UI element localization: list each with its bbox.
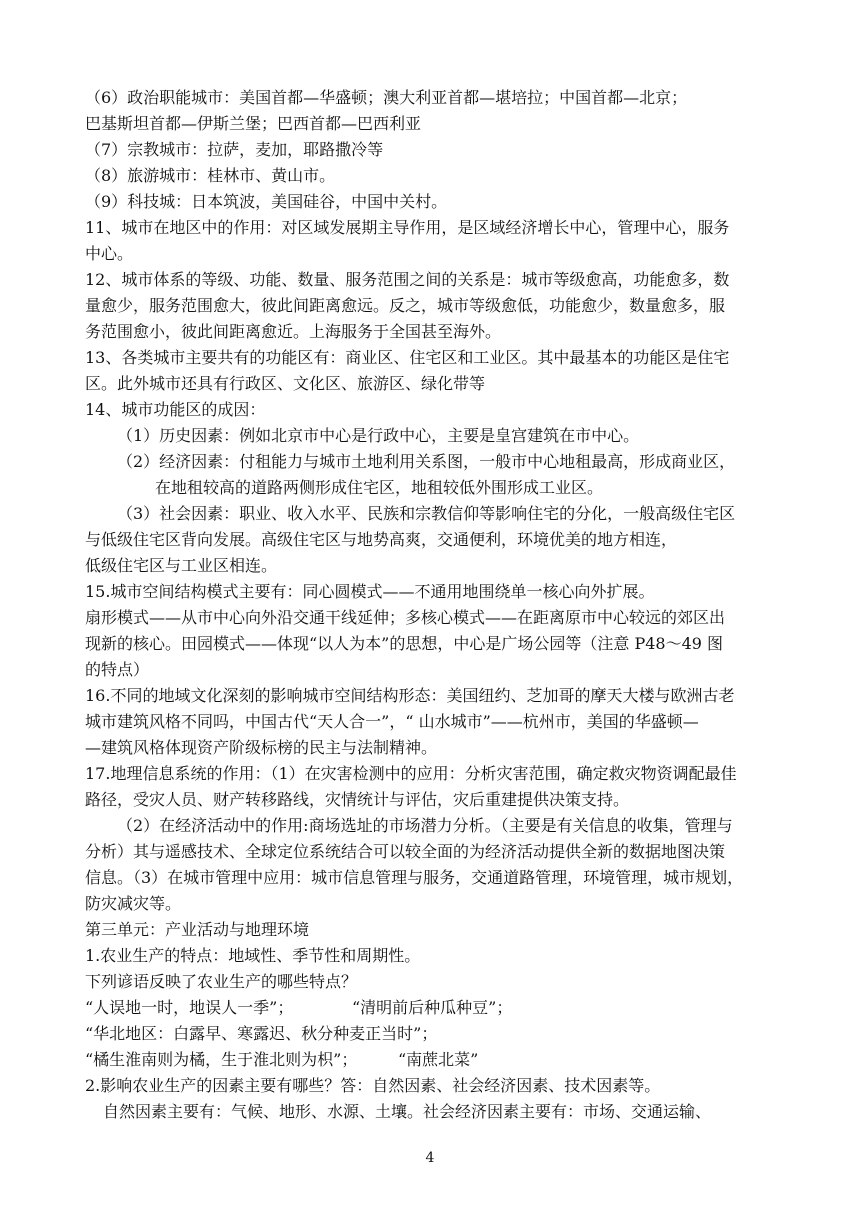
proverb: “华北地区：白露早、寒露迟、秋分种麦正当时”； <box>85 1024 438 1043</box>
proverb: “橘生淮南则为橘，生于淮北则为枳”； <box>85 1050 358 1069</box>
text-line: 1.农业生产的特点：地域性、季节性和周期性。 <box>85 946 421 965</box>
text-line: 务范围愈小，彼此间距离愈近。上海服务于全国甚至海外。 <box>85 322 502 341</box>
text-line: 的特点） <box>85 660 150 679</box>
proverb: “南蔗北菜” <box>398 1050 479 1069</box>
text-line: 16.不同的地域文化深刻的影响城市空间结构形态：美国纽约、芝加哥的摩天大楼与欧洲古老 <box>85 686 735 705</box>
text-line: 13、各类城市主要共有的功能区有：商业区、住宅区和工业区。其中最基本的功能区是住宅 <box>85 348 730 367</box>
proverb: “清明前后种瓜种豆”； <box>352 998 513 1017</box>
text-line: —建筑风格体现资产阶级标榜的民主与法制精神。 <box>85 738 438 757</box>
text-line: 城市建筑风格不同吗，中国古代“天人合一”，“ 山水城市”——杭州市，美国的华盛顿— <box>85 712 699 731</box>
section-heading: 第三单元：产业活动与地理环境 <box>85 920 310 939</box>
text-line: 中心。 <box>85 244 134 263</box>
text-line: 防灾减灾等。 <box>85 894 182 913</box>
text-line: 14、城市功能区的成因： <box>85 400 266 419</box>
text-line: 量愈少，服务范围愈大，彼此间距离愈远。反之，城市等级愈低，功能愈少，数量愈多，服 <box>85 296 726 315</box>
text-line: 巴基斯坦首都—伊斯兰堡；巴西首都—巴西利亚 <box>85 114 422 133</box>
text-line: 2.影响农业生产的因素主要有哪些？答：自然因素、社会经济因素、技术因素等。 <box>85 1076 661 1095</box>
text-line: （3）社会因素：职业、收入水平、民族和宗教信仰等影响住宅的分化，一般高级住宅区 <box>117 504 736 523</box>
text-line: 现新的核心。田园模式——体现“以人为本”的思想，中心是广场公园等（注意 P48～49 图 <box>85 634 724 653</box>
text-line: （2）在经济活动中的作用:商场选址的市场潜力分析。（主要是有关信息的收集，管理与 <box>117 816 733 835</box>
text-line: 12、城市体系的等级、功能、数量、服务范围之间的关系是：城市等级愈高，功能愈多，数 <box>85 270 730 289</box>
text-line: （1）历史因素：例如北京市中心是行政中心，主要是皇宫建筑在市中心。 <box>117 426 640 445</box>
text-line: （6）政治职能城市：美国首都—华盛顿；澳大利亚首都—堪培拉；中国首都—北京； <box>85 88 688 107</box>
text-line: （7）宗教城市：拉萨，麦加，耶路撒冷等 <box>85 140 384 159</box>
text-line: 分析）其与遥感技术、全球定位系统结合可以较全面的为经济活动提供全新的数据地图决策 <box>85 842 726 861</box>
text-line: 在地租较高的道路两侧形成住宅区，地租较低外围形成工业区。 <box>155 478 604 497</box>
text-line: 下列谚语反映了农业生产的哪些特点？ <box>85 972 358 991</box>
text-line: 与低级住宅区背向发展。高级住宅区与地势高爽，交通便利，环境优美的地方相连， <box>85 530 678 549</box>
text-line: 17.地理信息系统的作用：（1）在灾害检测中的应用：分析灾害范围，确定救灾物资调配最佳 <box>85 764 737 783</box>
text-line: 扇形模式——从市中心向外沿交通干线延伸；多核心模式——在距离原市中心较远的郊区出 <box>85 608 726 627</box>
text-line: （8）旅游城市：桂林市、黄山市。 <box>85 166 336 185</box>
text-line: 区。此外城市还具有行政区、文化区、旅游区、绿化带等 <box>85 374 486 393</box>
text-line: 自然因素主要有：气候、地形、水源、土壤。社会经济因素主要有：市场、交通运输、 <box>103 1102 712 1121</box>
page-number: 4 <box>425 1150 435 1166</box>
text-line: （2）经济因素：付租能力与城市土地利用关系图，一般市中心地租最高，形成商业区， <box>117 452 736 471</box>
proverb: “人误地一时，地误人一季”； <box>85 998 294 1017</box>
text-line: 低级住宅区与工业区相连。 <box>85 556 278 575</box>
text-line: 路径，受灾人员、财产转移路线，灾情统计与评估，灾后重建提供决策支持。 <box>85 790 630 809</box>
text-line: 信息。（3）在城市管理中应用：城市信息管理与服务，交通道路管理，环境管理，城市规划， <box>85 868 744 887</box>
text-line: （9）科技城：日本筑波，美国硅谷，中国中关村。 <box>85 192 448 211</box>
text-line: 11、城市在地区中的作用：对区域发展期主导作用，是区域经济增长中心，管理中心，服务 <box>85 218 730 237</box>
text-line: 15.城市空间结构模式主要有：同心圆模式——不通用地围绕单一核心向外扩展。 <box>85 582 655 601</box>
